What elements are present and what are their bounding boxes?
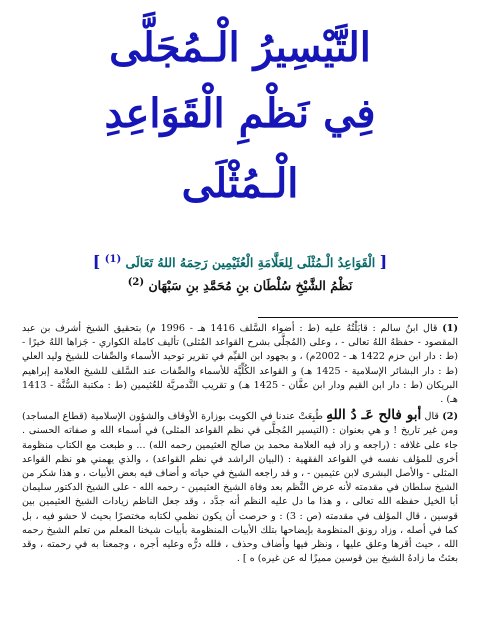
subtitle-footnote-ref: (1): [104, 253, 122, 265]
footnote-number: (1): [442, 323, 458, 334]
footnote-text: قال ابنُ سالم : قابَلْتُهُ عليه (ط : أضواء السَّلف 1416 هـ - 1996 م) بتحقيق الشيخ أشرف بن عبد المقصود - حفظهُ اللهُ تعالى - ، وعلى (المُجلَّى بشرح القواعد المُثلى) تأليف كاملة الكواري - جَزاها اللهُ خيرًا - (ط : دار ابن حزم 1422 هـ - 2002م) ، و بجهود ابن القيِّم في تقرير توحيد الأسماء والصِّفات للشيخ وليد العلي (ط : دار البشائر الإسلامية - 1425 هـ) و القواعد الكُلِّيَّة للأسماء والصِّفات عند السَّلف للشيخ العلامة إبراهيم البريكان (ط : دار ابن القيم ودار ابن عفَّان - 1425 هـ) و تقريب التَّدمريَّة للعُثيمين (ط : مكتبة السُّنَّة - 1413 هـ) .: [22, 323, 459, 406]
footnote-author-name: أبو فالح عَـ دُ اللهِ: [326, 407, 422, 424]
footnote-intro: قال: [424, 411, 439, 423]
footnote-separator: [258, 317, 458, 318]
title-line-2: فِي نَظْمِ الْقَوَاعِدِ: [104, 90, 376, 137]
author-line: [0, 277, 480, 293]
subtitle: [12, 252, 468, 271]
subtitle-text: الْقَوَاعِدُ الْـمُثْلَى لِلعَلَّامَةِ الْعُثَيْمِين رَحِمَهُ اللهُ تَعَالَى: [125, 255, 376, 270]
footnote-number: (2): [442, 411, 458, 423]
footnotes: [22, 322, 458, 566]
footnote-1: [22, 322, 458, 407]
author-text: نَظْمُ الشَّيْخِ سُلْطَان بنِ مُحَمَّدِ بنِ سَبْهَان: [148, 278, 353, 294]
book-title: [0, 24, 480, 207]
title-line-3: الْـمُثْلَى: [181, 160, 299, 207]
subtitle-close-bracket: ]: [92, 252, 101, 271]
author-footnote-ref: (2): [127, 277, 145, 288]
subtitle-open-bracket: [: [379, 252, 388, 271]
footnote-text: طُبِعَتْ عندنا في الكويت بوزارة الأوقاف والشؤون الإسلامية (قطاع المساجد) ومن غير تاريخ ! و هي بعنوان : (التيسير المُجلَّى في نظم القواعد المثلى) في أسماء الله و صفاته الحسنى . جاء على غلافه : (راجعه و زاد فيه العلامة محمد بن صالح العثيمين رحمه الله) ... و طبعت مع الكتاب منظومة أخرى للمؤلف نفسه في القواعد الفقهية : (البيان الراشد في نظم القواعد) ، والذي يهمني هو نظم القواعد المثلى - والأصل البشرى لابن عثيمين - ، و قد راجعه الشيخ في حياته و أضاف فيه بعض الأبيات ، و هذا شكر من الشيخ سلطان في مقدمته لأنه عرض النَّظم بعد وفاة الشيخ العثيمين - رحمه الله - على الشيخ الدكتور سليمان أبا الخيل حفظه الله تعالى ، و هذا ما دل عليه النظم أنه جدَّد ، وقد جعل الناظم زيادات الشيخ العثيمين بين قوسين ، قال المؤلف في مقدمته (ص : 3) : و حرصت أن يكون نظمي لكتابه مختصرًا بحيث لا حشو فيه ، بل كما في أصله ، وزاد رونق المنظومة بإيضاحها بتلك الأبيات المنظومة بأبيات شيخنا المعلم من تعلم الشيخ رحمه الله ، حيث أقرها وعلق عليها ، ونظر فيها وأضاف وحذف ، فلله درُّه وعليه أجره ، وجمعنا به في رحمته ، وقد بعثتُ ما زادهُ الشيخ بين قوسين مميزًا له عن غيره) ه ] .: [22, 411, 459, 565]
footnote-2: [22, 408, 458, 566]
title-line-1: التَّيْسِيرُ الْـمُجَلَّى: [109, 24, 371, 71]
